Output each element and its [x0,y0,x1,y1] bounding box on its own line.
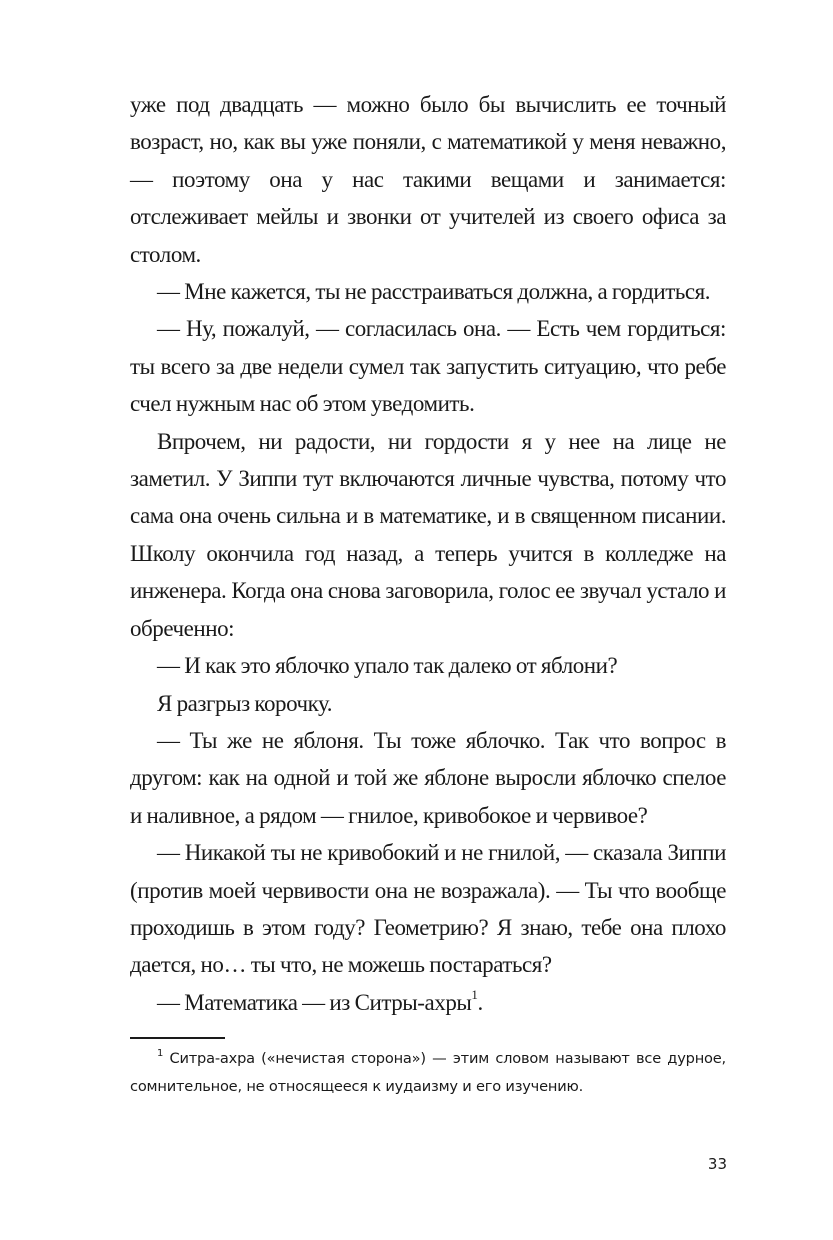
paragraph-6: Я разгрыз корочку. [157,690,333,716]
paragraph-1: уже под двадцать — можно было бы вычислить ее точный возраст, но, как вы уже поняли, с математикой у меня неважно, — поэтому она у нас такими вещами и занимается: отслеживает мейлы и звонки от учителей из своего офиса за столом. [130,92,726,267]
footnote-marker: 1 [157,1048,164,1060]
paragraph-9 [130,984,726,1021]
paragraph-9-text: — Математика — из Ситры-ахры [157,989,472,1015]
paragraph-9-end: . [477,989,483,1015]
page-body [130,86,726,1021]
page-number: 33 [707,1155,727,1173]
paragraph-2: — Мне кажется, ты не расстраиваться должна, а гордиться. [157,279,711,305]
footnote-reference[interactable]: 1 [471,987,478,1003]
paragraph-4: Впрочем, ни радости, ни гордости я у нее на лице не заметил. У Зиппи тут включаются личные чувства, потому что сама она очень сильна и в математике, и в священном писании. Школу окончила год назад, а теперь учится в колледже на инженера. Когда она снова заговорила, голос ее звучал устало и обреченно: [130,428,726,641]
paragraph-8: — Никакой ты не кривобокий и не гнилой, — сказала Зиппи (против моей червивости она не возражала). — Ты что вообще проходишь в этом году? Геометрию? Я знаю, тебе она плохо дается, но… ты что, не можешь постараться? [130,840,726,978]
paragraph-7: — Ты же не яблоня. Ты тоже яблочко. Так что вопрос в другом: как на одной и той же яблоне выросли яблочко спелое и наливное, а рядом — гнилое, кривобокое и червивое? [130,727,726,828]
paragraph-5: — И как это яблочко упало так далеко от яблони? [157,653,618,679]
footnote-text: Ситра-ахра («нечистая сторона») — этим словом называют все дурное, сомнительное, не относящееся к иудаизму и его изучению. [130,1050,726,1095]
footnote [130,1045,726,1101]
paragraph-3: — Ну, пожалуй, — согласилась она. — Есть чем гордиться: ты всего за две недели сумел так запустить ситуацию, что ребе счел нужным нас об этом уведомить. [130,316,726,417]
footnote-divider [130,1037,225,1039]
